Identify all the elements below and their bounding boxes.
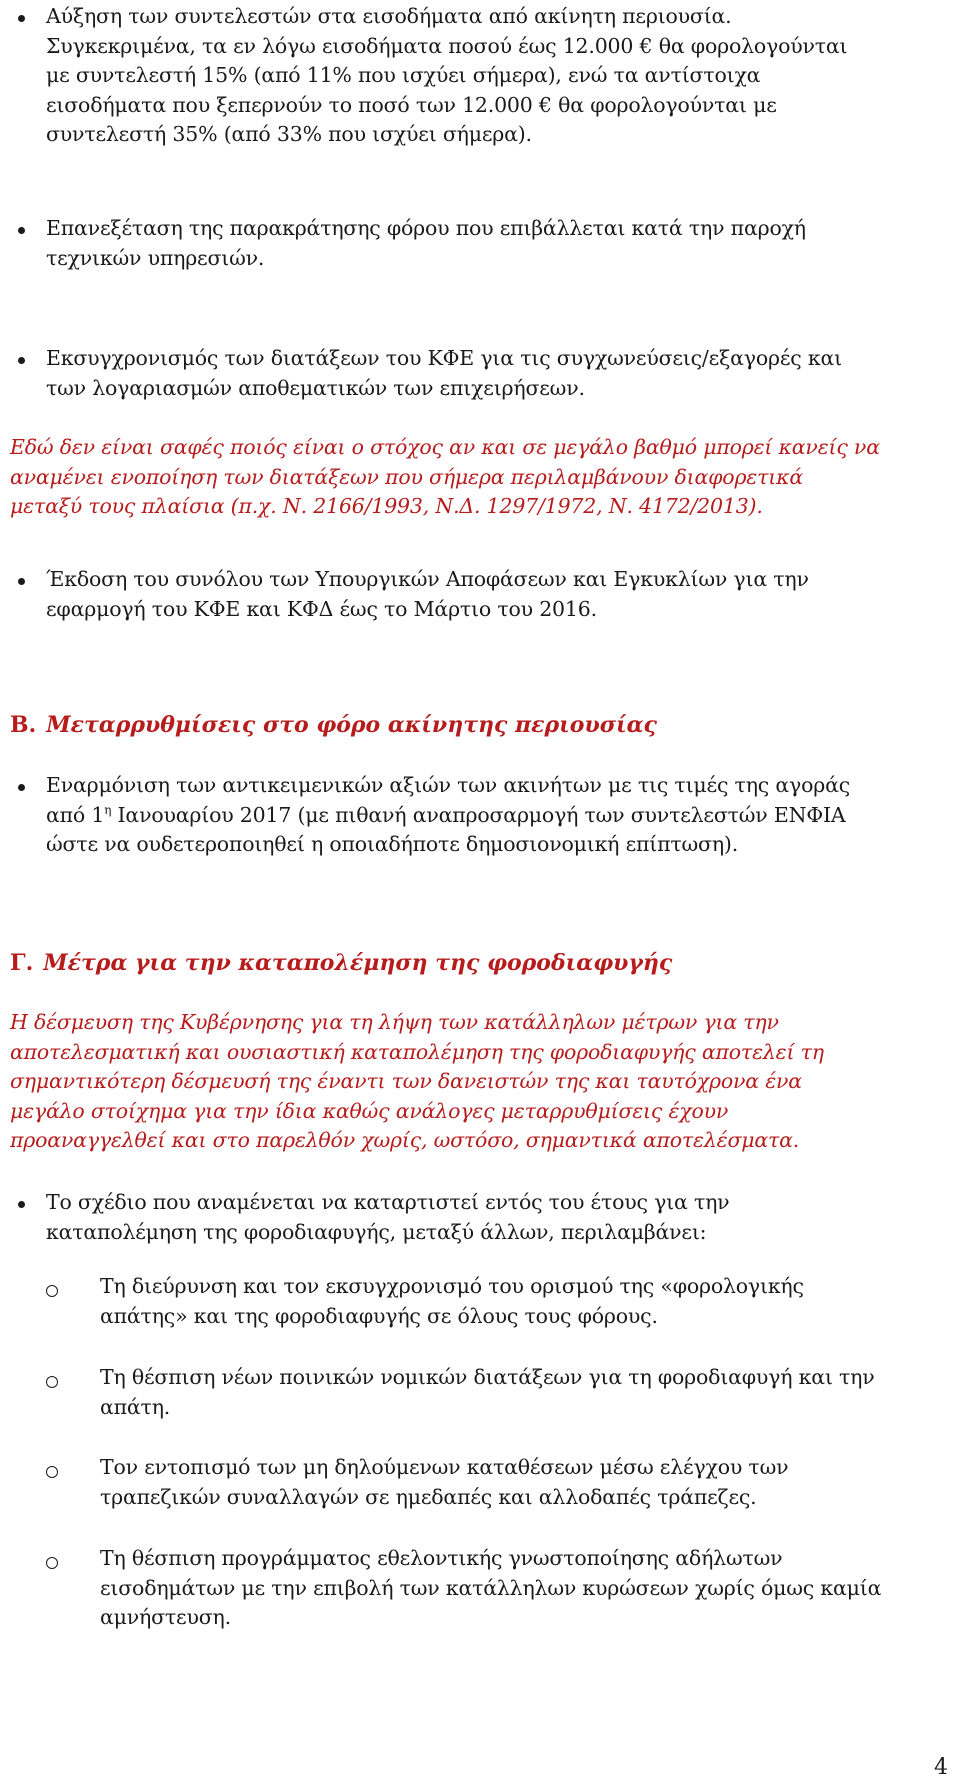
circle-bullet-icon (46, 1557, 58, 1569)
text-line: αμνήστευση. (100, 1605, 231, 1629)
text-line: τραπεζικών συναλλαγών σε ημεδαπές και αλλοδαπές τράπεζες. (100, 1484, 757, 1509)
text-line: Τη θέσπιση προγράμματος εθελοντικής γνωστοποίησης αδήλωτων (100, 1546, 783, 1570)
section-letter: Γ. (10, 950, 34, 976)
text-line: αποτελεσματική και ουσιαστική καταπολέμηση της φοροδιαφυγής αποτελεί τη (10, 1039, 824, 1064)
text-line: αναμένει ενοποίηση των διατάξεων που σήμερα περιλαμβάνουν διαφορετικά (10, 464, 803, 489)
section-title: Μεταρρυθμίσεις στο φόρο ακίνητης περιουσίας (46, 712, 657, 738)
text-fragment: Ιανουαρίου 2017 (με πιθανή αναπροσαρμογή των συντελεστών ΕΝΦΙΑ (111, 802, 846, 827)
text-line: Τη διεύρυνση και τον εκσυγχρονισμό του ορισμού της «φορολογικής (100, 1274, 804, 1298)
bullet-text (46, 344, 946, 403)
text-line: Αύξηση των συντελεστών στα εισοδήματα από ακίνητη περιουσία. (46, 4, 732, 28)
bullet-text (46, 214, 946, 273)
text-line: συντελεστή 35% (από 33% που ισχύει σήμερα). (46, 122, 532, 146)
bullet-icon (18, 1201, 25, 1208)
commentary-note (10, 433, 950, 522)
bullet-text (46, 565, 946, 624)
text-line: Επανεξέταση της παρακράτησης φόρου που επιβάλλεται κατά την παροχή (46, 216, 806, 240)
text-line: μεταξύ τους πλαίσια (π.χ. Ν. 2166/1993, Ν.Δ. 1297/1972, Ν. 4172/2013). (10, 494, 763, 518)
text-line: προαναγγελθεί και στο παρελθόν χωρίς, ωστόσο, σημαντικά αποτελέσματα. (10, 1128, 800, 1152)
bullet-icon (18, 578, 25, 585)
text-line: εισοδημάτων με την επιβολή των κατάλληλων κυρώσεων χωρίς όμως καμία (100, 1575, 882, 1600)
text-line: σημαντικότερη δέσμευσή της έναντι των δανειστών της και ταυτόχρονα ένα (10, 1069, 802, 1093)
circle-bullet-icon (46, 1285, 58, 1297)
sub-item-text (100, 1363, 950, 1422)
text-line: των λογαριασμών αποθεματικών των επιχειρήσεων. (46, 375, 585, 400)
section-title: Μέτρα για την καταπολέμηση της φοροδιαφυγής (43, 950, 673, 976)
section-heading-c (10, 948, 672, 978)
bullet-icon (18, 357, 25, 364)
text-line (46, 801, 946, 831)
text-line: Τη θέσπιση νέων ποινικών νομικών διατάξεων για τη φοροδιαφυγή και την (100, 1365, 875, 1389)
page-number: 4 (934, 1755, 948, 1780)
bullet-text (46, 771, 946, 860)
text-line: Η δέσμευση της Κυβέρνησης για τη λήψη των κατάλληλων μέτρων για την (10, 1010, 779, 1034)
text-line: καταπολέμηση της φοροδιαφυγής, μεταξύ άλλων, περιλαμβάνει: (46, 1219, 707, 1244)
bullet-icon (18, 227, 25, 234)
section-letter: Β. (10, 712, 37, 738)
text-line: μεγάλο στοίχημα για την ίδια καθώς ανάλογες μεταρρυθμίσεις έχουν (10, 1098, 729, 1123)
circle-bullet-icon (46, 1376, 58, 1388)
text-line: με συντελεστή 15% (από 11% που ισχύει σήμερα), ενώ τα αντίστοιχα (46, 63, 761, 87)
bullet-icon (18, 784, 25, 791)
circle-bullet-icon (46, 1466, 58, 1478)
text-line: απάτης» και της φοροδιαφυγής σε όλους τους φόρους. (100, 1303, 658, 1328)
text-line: τεχνικών υπηρεσιών. (46, 245, 265, 270)
sub-item-text (100, 1453, 950, 1512)
text-line: Έκδοση του συνόλου των Υπουργικών Αποφάσεων και Εγκυκλίων για την (46, 567, 809, 591)
text-line: Εδώ δεν είναι σαφές ποιός είναι ο στόχος αν και σε μεγάλο βαθμό μπορεί κανείς να (10, 435, 880, 459)
text-line: απάτη. (100, 1394, 171, 1419)
text-line: εισοδήματα που ξεπερνούν το ποσό των 12.000 € θα φορολογούνται με (46, 92, 777, 117)
sub-item-text (100, 1272, 950, 1331)
text-line: Τον εντοπισμό των μη δηλούμενων καταθέσεων μέσω ελέγχου των (100, 1455, 789, 1479)
text-line: Εναρμόνιση των αντικειμενικών αξιών των ακινήτων με τις τιμές της αγοράς (46, 773, 850, 797)
commentary-note (10, 1008, 950, 1156)
text-line: Το σχέδιο που αναμένεται να καταρτιστεί εντός του έτους για την (46, 1190, 730, 1214)
text-line: ώστε να ουδετεροποιηθεί η οποιαδήποτε δημοσιονομική επίπτωση). (46, 832, 739, 856)
section-heading-b (10, 710, 657, 740)
text-line: εφαρμογή του ΚΦΕ και ΚΦΔ έως το Μάρτιο του 2016. (46, 596, 597, 621)
bullet-text (46, 1188, 946, 1247)
sub-item-text (100, 1544, 950, 1633)
bullet-text (46, 2, 946, 150)
text-line: Εκσυγχρονισμός των διατάξεων του ΚΦΕ για τις συγχωνεύσεις/εξαγορές και (46, 346, 842, 370)
text-fragment: από 1 (46, 802, 105, 827)
text-line: Συγκεκριμένα, τα εν λόγω εισοδήματα ποσού έως 12.000 € θα φορολογούνται (46, 33, 848, 58)
bullet-icon (18, 15, 25, 22)
superscript: η (104, 802, 112, 817)
